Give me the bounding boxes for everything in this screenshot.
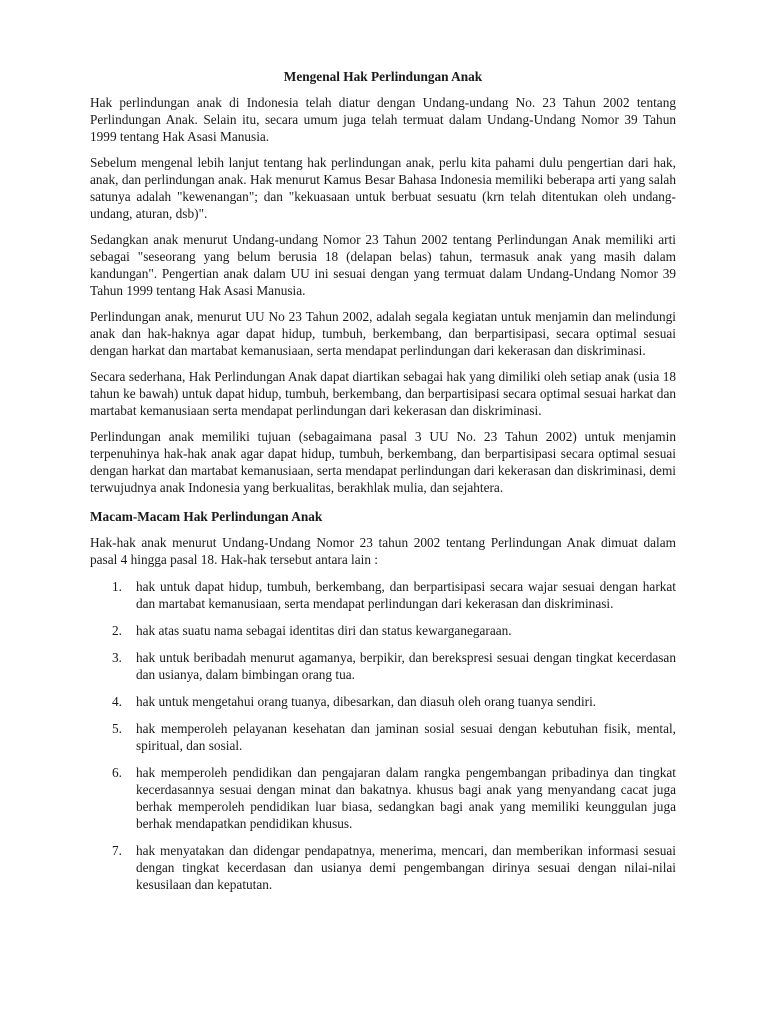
list-item-text: hak memperoleh pendidikan dan pengajaran dalam rangka pengembangan pribadinya dan tingkat kecerdasannya sesuai dengan minat dan bakatnya. khusus bagi anak yang menyandang cacat juga berhak memperoleh pendidikan luar biasa, sedangkan bagi anak yang memiliki keunggulan juga berhak mendapatkan pendidikan khusus. <box>136 765 676 831</box>
paragraph-purpose: Perlindungan anak memiliki tujuan (sebagaimana pasal 3 UU No. 23 Tahun 2002) untuk menjamin terpenuhinya hak-hak anak agar dapat hidup, tumbuh, berkembang, dan berpartisipasi secara optimal sesuai dengan harkat dan martabat kemanusiaan, serta mendapat perlindungan dari kekerasan dan diskriminasi, demi terwujudnya anak Indonesia yang berkualitas, berakhlak mulia, dan sejahtera. <box>90 429 676 495</box>
document-page <box>90 68 676 903</box>
paragraph-definition-anak: Sedangkan anak menurut Undang-undang Nomor 23 Tahun 2002 tentang Perlindungan Anak memiliki arti sebagai "seseorang yang belum berusia 18 (delapan belas) tahun, termasuk anak yang masih dalam kandungan". Pengertian anak dalam UU ini sesuai dengan yang termuat dalam Undang-Undang Nomor 39 Tahun 1999 tentang Hak Asasi Manusia. <box>90 232 676 298</box>
list-item-text: hak untuk dapat hidup, tumbuh, berkembang, dan berpartisipasi secara wajar sesuai dengan harkat dan martabat kemanusiaan, serta mendapat perlindungan dari kekerasan dan diskriminasi. <box>136 579 676 611</box>
section-intro: Hak-hak anak menurut Undang-Undang Nomor 23 tahun 2002 tentang Perlindungan Anak dimuat dalam pasal 4 hingga pasal 18. Hak-hak tersebut antara lain : <box>90 535 676 567</box>
list-item <box>90 622 676 639</box>
list-item <box>90 649 676 683</box>
section-heading: Macam-Macam Hak Perlindungan Anak <box>90 509 323 524</box>
list-item-number: 4. <box>112 694 122 709</box>
list-item <box>90 764 676 832</box>
rights-list <box>90 578 676 893</box>
list-item-text: hak atas suatu nama sebagai identitas diri dan status kewarganegaraan. <box>136 623 512 638</box>
paragraph-definition-hak: Sebelum mengenal lebih lanjut tentang hak perlindungan anak, perlu kita pahami dulu pengertian dari hak, anak, dan perlindungan anak. Hak menurut Kamus Besar Bahasa Indonesia memiliki beberapa arti yang salah satunya adalah "kewenangan"; dan "kekuasaan untuk berbuat sesuatu (krn telah ditentukan oleh undang-undang, aturan, dsb)". <box>90 155 676 221</box>
list-item-number: 2. <box>112 623 122 638</box>
list-item-number: 1. <box>112 579 122 594</box>
list-item <box>90 842 676 893</box>
paragraph-summary: Secara sederhana, Hak Perlindungan Anak dapat diartikan sebagai hak yang dimiliki oleh setiap anak (usia 18 tahun ke bawah) untuk dapat hidup, tumbuh, berkembang, dan berpartisipasi secara optimal sesuai harkat dan martabat kemanusiaan serta mendapat perlindungan dari kekerasan dan diskriminasi. <box>90 369 676 418</box>
list-item-text: hak untuk beribadah menurut agamanya, berpikir, dan berekspresi sesuai dengan tingkat kecerdasan dan usianya, dalam bimbingan orang tua. <box>136 650 676 682</box>
list-item-text: hak untuk mengetahui orang tuanya, dibesarkan, dan diasuh oleh orang tuanya sendiri. <box>136 694 597 709</box>
list-item-text: hak menyatakan dan didengar pendapatnya, menerima, mencari, dan memberikan informasi sesuai dengan tingkat kecerdasan dan usianya demi pengembangan dirinya sesuai dengan nilai-nilai kesusilaan dan kepatutan. <box>136 843 676 892</box>
document-title: Mengenal Hak Perlindungan Anak <box>283 69 483 84</box>
paragraph-intro: Hak perlindungan anak di Indonesia telah diatur dengan Undang-undang No. 23 Tahun 2002 tentang Perlindungan Anak. Selain itu, secara umum juga telah termuat dalam Undang-Undang Nomor 39 Tahun 1999 tentang Hak Asasi Manusia. <box>90 95 676 144</box>
paragraph-definition-perlindungan: Perlindungan anak, menurut UU No 23 Tahun 2002, adalah segala kegiatan untuk menjamin dan melindungi anak dan hak-haknya agar dapat hidup, tumbuh, berkembang, dan berpartisipasi, secara optimal sesuai dengan harkat dan martabat kemanusiaan, serta mendapat perlindungan dari kekerasan dan diskriminasi. <box>90 309 676 358</box>
list-item-number: 3. <box>112 650 122 665</box>
list-item <box>90 720 676 754</box>
list-item-number: 7. <box>112 843 122 858</box>
list-item-number: 6. <box>112 765 122 780</box>
list-item <box>90 693 676 710</box>
list-item <box>90 578 676 612</box>
list-item-text: hak memperoleh pelayanan kesehatan dan jaminan sosial sesuai dengan kebutuhan fisik, mental, spiritual, dan sosial. <box>136 721 676 753</box>
list-item-number: 5. <box>112 721 122 736</box>
